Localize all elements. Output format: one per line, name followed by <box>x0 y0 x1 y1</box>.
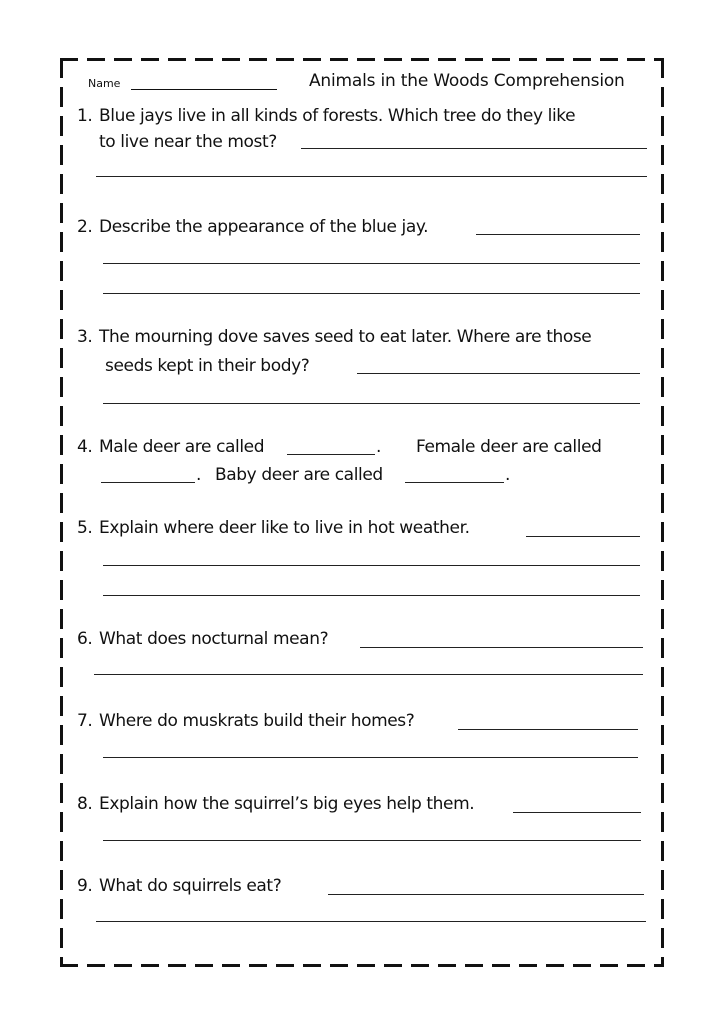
border-right <box>661 58 664 967</box>
q4-text-baby: Baby deer are called <box>215 465 383 485</box>
q2-number: 2. <box>77 217 93 237</box>
q7-answer-line-1[interactable] <box>458 729 638 730</box>
q4-female-blank[interactable] <box>101 482 195 483</box>
q3-text-line1: The mourning dove saves seed to eat later. Where are those <box>99 327 592 347</box>
q3-answer-line-2[interactable] <box>103 403 640 404</box>
q4-text-female: Female deer are called <box>416 437 602 457</box>
q1-text-line2: to live near the most? <box>99 132 277 152</box>
q9-answer-line-2[interactable] <box>96 921 646 922</box>
q8-answer-line-1[interactable] <box>513 812 641 813</box>
q3-number: 3. <box>77 327 93 347</box>
dashed-border-frame <box>60 58 664 967</box>
q2-answer-line-3[interactable] <box>103 293 640 294</box>
q1-number: 1. <box>77 106 93 126</box>
q4-text-male: Male deer are called <box>99 437 265 457</box>
q2-answer-line-2[interactable] <box>103 263 640 264</box>
name-answer-line[interactable] <box>131 89 277 90</box>
q1-text-line1: Blue jays live in all kinds of forests. Which tree do they like <box>99 106 576 126</box>
q4-period-2: . <box>196 465 202 485</box>
q6-answer-line-2[interactable] <box>94 674 643 675</box>
q1-answer-line-1[interactable] <box>301 148 647 149</box>
q4-male-blank[interactable] <box>287 454 375 455</box>
q6-number: 6. <box>77 629 93 649</box>
q4-period-3: . <box>505 465 511 485</box>
q6-answer-line-1[interactable] <box>360 647 643 648</box>
q7-text: Where do muskrats build their homes? <box>99 711 415 731</box>
q5-number: 5. <box>77 518 93 538</box>
q4-baby-blank[interactable] <box>405 482 504 483</box>
q3-text-line2: seeds kept in their body? <box>105 356 310 376</box>
q5-answer-line-2[interactable] <box>103 565 640 566</box>
q3-answer-line-1[interactable] <box>357 373 640 374</box>
q8-text: Explain how the squirrel’s big eyes help them. <box>99 794 475 814</box>
q4-number: 4. <box>77 437 93 457</box>
name-label: Name <box>88 77 121 90</box>
worksheet-title: Animals in the Woods Comprehension <box>309 71 625 91</box>
border-bottom <box>60 964 664 967</box>
q9-text: What do squirrels eat? <box>99 876 282 896</box>
q7-number: 7. <box>77 711 93 731</box>
q8-answer-line-2[interactable] <box>103 840 641 841</box>
q5-answer-line-3[interactable] <box>103 595 640 596</box>
q4-period-1: . <box>376 437 382 457</box>
q9-answer-line-1[interactable] <box>328 894 644 895</box>
q2-text: Describe the appearance of the blue jay. <box>99 217 429 237</box>
q6-text: What does nocturnal mean? <box>99 629 329 649</box>
q1-answer-line-2[interactable] <box>96 176 647 177</box>
q8-number: 8. <box>77 794 93 814</box>
border-top <box>60 58 664 61</box>
q9-number: 9. <box>77 876 93 896</box>
border-left <box>60 58 63 967</box>
q2-answer-line-1[interactable] <box>476 234 640 235</box>
q7-answer-line-2[interactable] <box>103 757 638 758</box>
q5-text: Explain where deer like to live in hot weather. <box>99 518 470 538</box>
q5-answer-line-1[interactable] <box>526 536 640 537</box>
